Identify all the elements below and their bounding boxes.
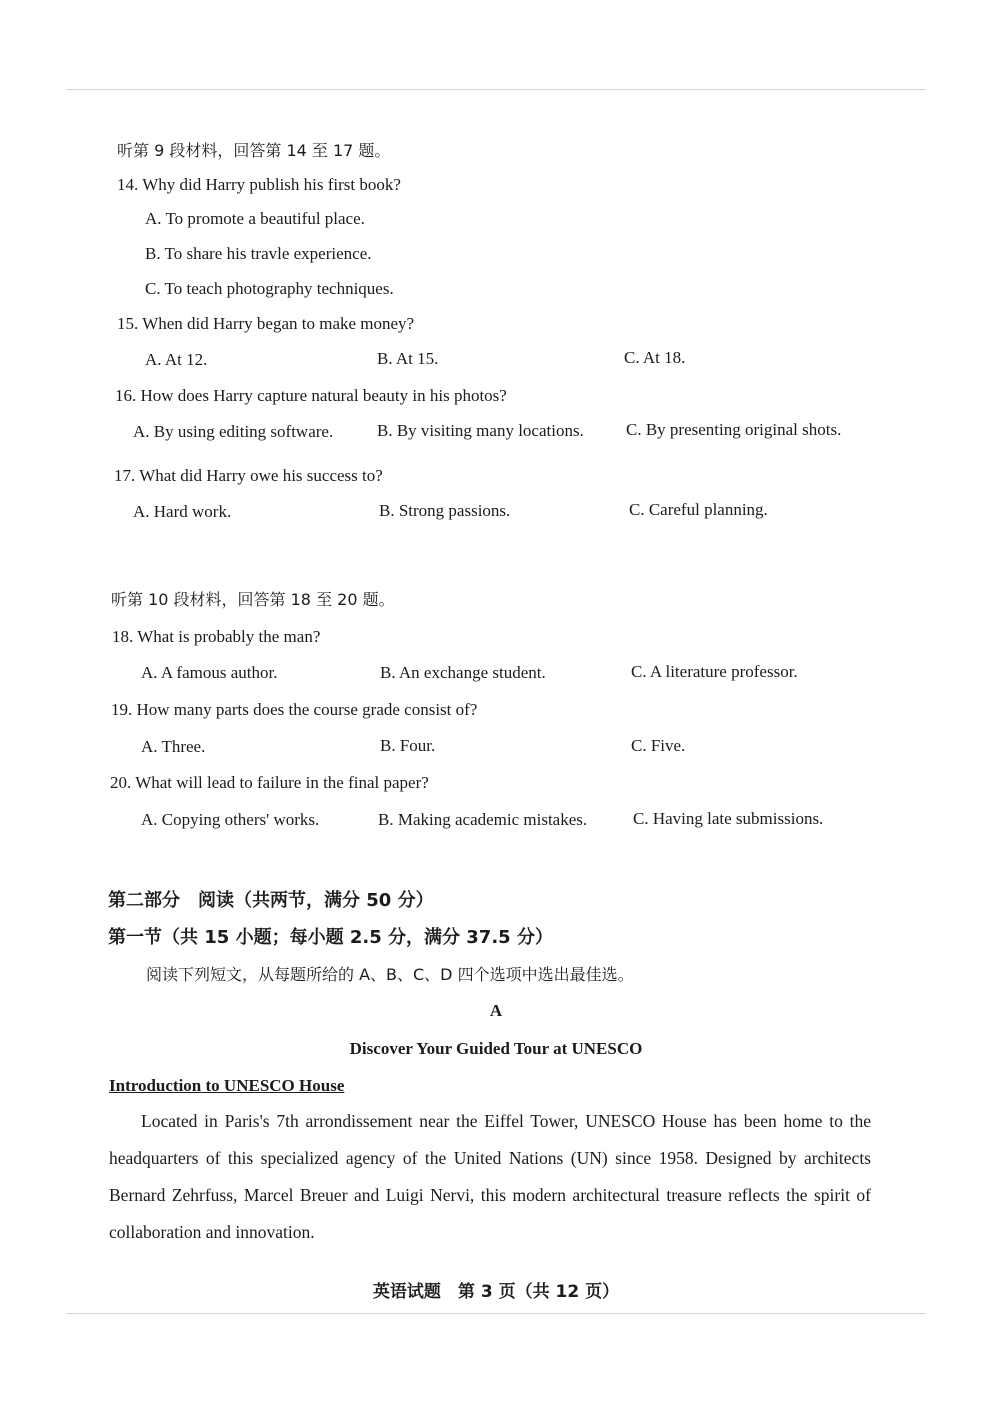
section-heading: Introduction to UNESCO House (109, 1076, 345, 1095)
question-14-stem: 14. Why did Harry publish his first book? (117, 175, 401, 194)
question-19-option-c: C. Five. (631, 736, 686, 755)
question-17-option-b: B. Strong passions. (379, 501, 511, 520)
question-14-option-c: C. To teach photography techniques. (145, 279, 394, 298)
bottom-border (66, 1313, 926, 1314)
question-14-option-a: A. To promote a beautiful place. (145, 209, 365, 228)
question-15-option-a: A. At 12. (145, 350, 208, 369)
passage-paragraph: Located in Paris's 7th arrondissement near the Eiffel Tower, UNESCO House has been home to the headquarters of this specialized agency of the United Nations (UN) since 1958. Designed by architects Bernard Zehrfuss, Marcel Breuer and Luigi Nervi, this modern architectural treasure reflects the spirit of collaboration and innovation. (109, 1111, 871, 1242)
question-18-stem: 18. What is probably the man? (112, 627, 321, 646)
question-16-option-b: B. By visiting many locations. (377, 421, 584, 440)
question-17-option-c: C. Careful planning. (629, 500, 768, 519)
question-20-option-a: A. Copying others' works. (141, 810, 320, 829)
part2-heading: 第二部分 阅读（共两节，满分 50 分） (108, 890, 434, 911)
question-18-option-a: A. A famous author. (141, 663, 278, 682)
question-15-option-c: C. At 18. (624, 348, 686, 367)
question-20-option-c: C. Having late submissions. (633, 809, 824, 828)
section-instruction-10: 听第 10 段材料，回答第 18 至 20 题。 (111, 590, 395, 609)
question-19-option-b: B. Four. (380, 736, 436, 755)
passage-letter: A (489, 1001, 503, 1020)
question-16-stem: 16. How does Harry capture natural beauty in his photos? (115, 386, 507, 405)
question-15-option-b: B. At 15. (377, 349, 439, 368)
question-14-option-b: B. To share his travle experience. (145, 244, 372, 263)
passage-title: Discover Your Guided Tour at UNESCO (349, 1039, 643, 1058)
question-17-stem: 17. What did Harry owe his success to? (114, 466, 383, 485)
part2-subheading: 第一节（共 15 小题；每小题 2.5 分，满分 37.5 分） (108, 927, 553, 948)
question-16-option-a: A. By using editing software. (133, 422, 334, 441)
question-18-option-b: B. An exchange student. (380, 663, 546, 682)
section-instruction-9: 听第 9 段材料，回答第 14 至 17 题。 (117, 141, 391, 160)
question-16-option-c: C. By presenting original shots. (626, 420, 842, 439)
question-20-stem: 20. What will lead to failure in the final paper? (110, 773, 429, 792)
part2-instruction: 阅读下列短文，从每题所给的 A、B、C、D 四个选项中选出最佳选。 (146, 965, 634, 984)
top-border (66, 89, 926, 90)
question-18-option-c: C. A literature professor. (631, 662, 798, 681)
question-20-option-b: B. Making academic mistakes. (378, 810, 588, 829)
page-footer: 英语试题 第 3 页（共 12 页） (372, 1282, 620, 1302)
question-17-option-a: A. Hard work. (133, 502, 232, 521)
question-19-option-a: A. Three. (141, 737, 206, 756)
question-19-stem: 19. How many parts does the course grade consist of? (111, 700, 478, 719)
question-15-stem: 15. When did Harry began to make money? (117, 314, 415, 333)
